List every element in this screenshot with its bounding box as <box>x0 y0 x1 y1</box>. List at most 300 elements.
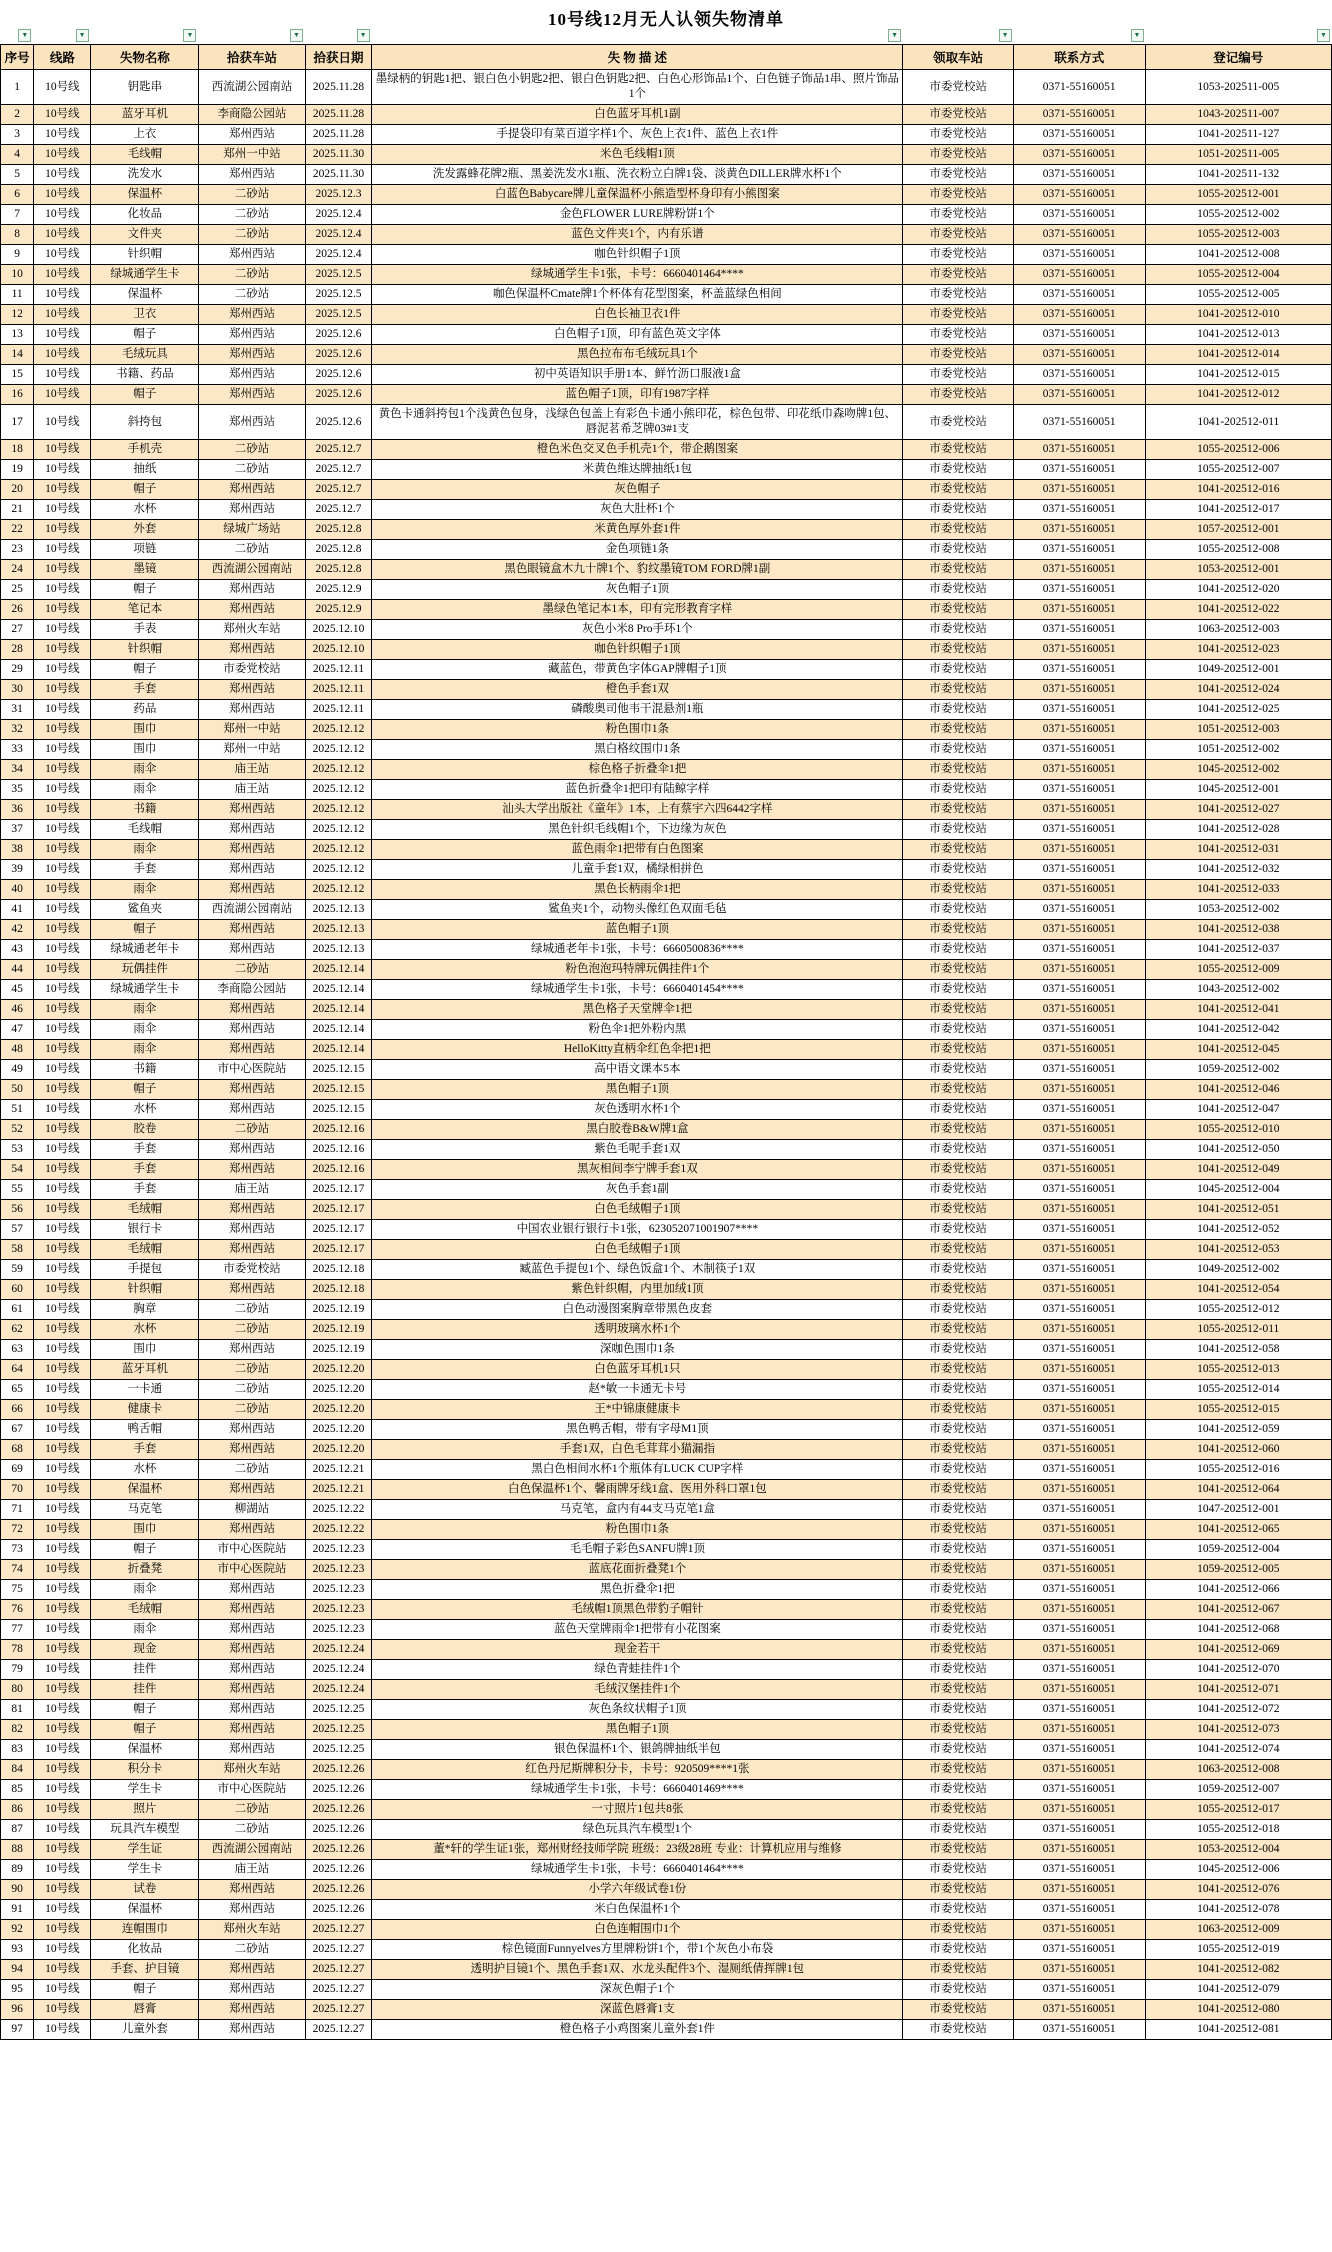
filter-dropdown-icon[interactable]: ▼ <box>357 29 370 42</box>
item-name-cell: 毛线帽 <box>91 820 199 840</box>
registration-number-cell: 1041-202512-064 <box>1145 1480 1331 1500</box>
pickup-station-cell: 市委党校站 <box>903 1420 1013 1440</box>
registration-number-cell: 1059-202512-005 <box>1145 1560 1331 1580</box>
registration-number-cell: 1045-202512-001 <box>1145 780 1331 800</box>
item-description-cell: 灰色帽子1顶 <box>372 580 903 600</box>
pickup-station-cell: 市委党校站 <box>903 305 1013 325</box>
item-description-cell: 黄色卡通斜挎包1个浅黄色包身，浅绿色包盖上有彩色卡通小熊印花，棕色包带、印花纸巾森吻牌1包、唇泥茗希芝牌03#1支 <box>372 405 903 440</box>
registration-number-cell: 1041-202512-011 <box>1145 405 1331 440</box>
table-row <box>1 1680 1332 1700</box>
row-number-cell: 32 <box>1 720 34 740</box>
registration-number-cell: 1041-202512-078 <box>1145 1900 1331 1920</box>
registration-number-cell: 1041-202512-023 <box>1145 640 1331 660</box>
contact-phone-cell: 0371-55160051 <box>1013 1200 1145 1220</box>
found-station-cell: 市中心医院站 <box>199 1780 305 1800</box>
table-row <box>1 1160 1332 1180</box>
registration-number-cell: 1041-202512-025 <box>1145 700 1331 720</box>
contact-phone-cell: 0371-55160051 <box>1013 980 1145 1000</box>
found-date-cell: 2025.12.26 <box>305 1900 372 1920</box>
contact-phone-cell: 0371-55160051 <box>1013 440 1145 460</box>
found-date-cell: 2025.12.17 <box>305 1180 372 1200</box>
table-row <box>1 1100 1332 1120</box>
contact-phone-cell: 0371-55160051 <box>1013 1600 1145 1620</box>
row-number-cell: 65 <box>1 1380 34 1400</box>
filter-dropdown-icon[interactable]: ▼ <box>76 29 89 42</box>
table-body <box>1 70 1332 2040</box>
item-name-cell: 雨伞 <box>91 880 199 900</box>
line-cell: 10号线 <box>34 1580 91 1600</box>
found-station-cell: 李商隐公园站 <box>199 105 305 125</box>
table-row <box>1 1720 1332 1740</box>
row-number-cell: 33 <box>1 740 34 760</box>
row-number-cell: 45 <box>1 980 34 1000</box>
item-description-cell: 白色连帽围巾1个 <box>372 1920 903 1940</box>
registration-number-cell: 1055-202512-008 <box>1145 540 1331 560</box>
item-name-cell: 帽子 <box>91 1720 199 1740</box>
found-station-cell: 郑州西站 <box>199 1440 305 1460</box>
row-number-cell: 6 <box>1 185 34 205</box>
table-row <box>1 1880 1332 1900</box>
line-cell: 10号线 <box>34 1300 91 1320</box>
registration-number-cell: 1055-202512-010 <box>1145 1120 1331 1140</box>
item-name-cell: 手提包 <box>91 1260 199 1280</box>
item-name-cell: 胸章 <box>91 1300 199 1320</box>
table-row <box>1 145 1332 165</box>
item-name-cell: 化妆品 <box>91 1940 199 1960</box>
found-station-cell: 郑州西站 <box>199 1600 305 1620</box>
found-station-cell: 郑州西站 <box>199 2020 305 2040</box>
item-name-cell: 毛线帽 <box>91 145 199 165</box>
item-description-cell: 蓝色帽子1顶 <box>372 920 903 940</box>
row-number-cell: 14 <box>1 345 34 365</box>
row-number-cell: 72 <box>1 1520 34 1540</box>
contact-phone-cell: 0371-55160051 <box>1013 540 1145 560</box>
row-number-cell: 54 <box>1 1160 34 1180</box>
found-date-cell: 2025.12.14 <box>305 1020 372 1040</box>
row-number-cell: 74 <box>1 1560 34 1580</box>
pickup-station-cell: 市委党校站 <box>903 1100 1013 1120</box>
line-cell: 10号线 <box>34 1700 91 1720</box>
found-date-cell: 2025.12.26 <box>305 1820 372 1840</box>
line-cell: 10号线 <box>34 720 91 740</box>
item-description-cell: 黑灰相间李宁牌手套1双 <box>372 1160 903 1180</box>
line-cell: 10号线 <box>34 480 91 500</box>
row-number-cell: 38 <box>1 840 34 860</box>
registration-number-cell: 1059-202512-004 <box>1145 1540 1331 1560</box>
item-description-cell: 黑白色相间水杯1个瓶体有LUCK CUP字样 <box>372 1460 903 1480</box>
line-cell: 10号线 <box>34 1360 91 1380</box>
table-row <box>1 1020 1332 1040</box>
registration-number-cell: 1045-202512-004 <box>1145 1180 1331 1200</box>
item-name-cell: 水杯 <box>91 1460 199 1480</box>
row-number-cell: 91 <box>1 1900 34 1920</box>
table-row <box>1 325 1332 345</box>
lost-items-table <box>0 44 1332 2040</box>
line-cell: 10号线 <box>34 2000 91 2020</box>
line-cell: 10号线 <box>34 440 91 460</box>
line-cell: 10号线 <box>34 640 91 660</box>
found-date-cell: 2025.12.23 <box>305 1580 372 1600</box>
registration-number-cell: 1041-202512-042 <box>1145 1020 1331 1040</box>
pickup-station-cell: 市委党校站 <box>903 1580 1013 1600</box>
registration-number-cell: 1041-202512-068 <box>1145 1620 1331 1640</box>
table-row <box>1 560 1332 580</box>
line-cell: 10号线 <box>34 1940 91 1960</box>
found-station-cell: 市委党校站 <box>199 1260 305 1280</box>
registration-number-cell: 1055-202512-003 <box>1145 225 1331 245</box>
row-number-cell: 66 <box>1 1400 34 1420</box>
contact-phone-cell: 0371-55160051 <box>1013 1220 1145 1240</box>
item-description-cell: 现金若干 <box>372 1640 903 1660</box>
registration-number-cell: 1041-202512-014 <box>1145 345 1331 365</box>
found-station-cell: 郑州西站 <box>199 245 305 265</box>
contact-phone-cell: 0371-55160051 <box>1013 1300 1145 1320</box>
registration-number-cell: 1041-202512-031 <box>1145 840 1331 860</box>
item-name-cell: 水杯 <box>91 500 199 520</box>
found-date-cell: 2025.12.15 <box>305 1060 372 1080</box>
registration-number-cell: 1041-202512-041 <box>1145 1000 1331 1020</box>
table-row <box>1 1840 1332 1860</box>
item-description-cell: 蓝色雨伞1把带有白色图案 <box>372 840 903 860</box>
item-name-cell: 围巾 <box>91 720 199 740</box>
filter-dropdown-icon[interactable]: ▼ <box>1317 29 1330 42</box>
registration-number-cell: 1049-202512-002 <box>1145 1260 1331 1280</box>
item-description-cell: 透明玻璃水杯1个 <box>372 1320 903 1340</box>
found-station-cell: 郑州西站 <box>199 385 305 405</box>
line-cell: 10号线 <box>34 960 91 980</box>
item-description-cell: 磷酸奥司他韦干混悬剂1瓶 <box>372 700 903 720</box>
pickup-station-cell: 市委党校站 <box>903 70 1013 105</box>
item-name-cell: 手套 <box>91 1140 199 1160</box>
contact-phone-cell: 0371-55160051 <box>1013 105 1145 125</box>
registration-number-cell: 1055-202512-011 <box>1145 1320 1331 1340</box>
pickup-station-cell: 市委党校站 <box>903 1260 1013 1280</box>
pickup-station-cell: 市委党校站 <box>903 880 1013 900</box>
found-station-cell: 郑州西站 <box>199 1240 305 1260</box>
registration-number-cell: 1041-202512-037 <box>1145 940 1331 960</box>
table-row <box>1 1940 1332 1960</box>
found-date-cell: 2025.12.12 <box>305 800 372 820</box>
item-description-cell: 黑色针织毛线帽1个，下边缘为灰色 <box>372 820 903 840</box>
row-number-cell: 49 <box>1 1060 34 1080</box>
pickup-station-cell: 市委党校站 <box>903 1740 1013 1760</box>
pickup-station-cell: 市委党校站 <box>903 860 1013 880</box>
contact-phone-cell: 0371-55160051 <box>1013 1480 1145 1500</box>
row-number-cell: 20 <box>1 480 34 500</box>
row-number-cell: 97 <box>1 2020 34 2040</box>
found-station-cell: 二砂站 <box>199 265 305 285</box>
contact-phone-cell: 0371-55160051 <box>1013 185 1145 205</box>
found-station-cell: 二砂站 <box>199 1320 305 1340</box>
filter-dropdown-icon[interactable]: ▼ <box>888 29 901 42</box>
table-row <box>1 1780 1332 1800</box>
column-header: 序号 <box>1 45 34 70</box>
item-name-cell: 洗发水 <box>91 165 199 185</box>
found-station-cell: 郑州西站 <box>199 1200 305 1220</box>
contact-phone-cell: 0371-55160051 <box>1013 1780 1145 1800</box>
found-station-cell: 二砂站 <box>199 205 305 225</box>
item-name-cell: 帽子 <box>91 920 199 940</box>
found-date-cell: 2025.12.26 <box>305 1880 372 1900</box>
item-description-cell: 藏蓝色，带黄色字体GAP牌帽子1顶 <box>372 660 903 680</box>
contact-phone-cell: 0371-55160051 <box>1013 500 1145 520</box>
table-row <box>1 760 1332 780</box>
row-number-cell: 76 <box>1 1600 34 1620</box>
row-number-cell: 47 <box>1 1020 34 1040</box>
item-description-cell: 粉色围巾1条 <box>372 720 903 740</box>
found-date-cell: 2025.12.6 <box>305 345 372 365</box>
registration-number-cell: 1041-202512-022 <box>1145 600 1331 620</box>
item-description-cell: 儿童手套1双，橘绿相拼色 <box>372 860 903 880</box>
item-description-cell: 咖色针织帽子1顶 <box>372 640 903 660</box>
row-number-cell: 55 <box>1 1180 34 1200</box>
found-date-cell: 2025.12.26 <box>305 1780 372 1800</box>
found-date-cell: 2025.12.24 <box>305 1680 372 1700</box>
pickup-station-cell: 市委党校站 <box>903 1600 1013 1620</box>
line-cell: 10号线 <box>34 185 91 205</box>
row-number-cell: 3 <box>1 125 34 145</box>
row-number-cell: 30 <box>1 680 34 700</box>
registration-number-cell: 1041-202512-027 <box>1145 800 1331 820</box>
line-cell: 10号线 <box>34 1040 91 1060</box>
contact-phone-cell: 0371-55160051 <box>1013 1240 1145 1260</box>
contact-phone-cell: 0371-55160051 <box>1013 1980 1145 2000</box>
registration-number-cell: 1057-202512-001 <box>1145 520 1331 540</box>
row-number-cell: 23 <box>1 540 34 560</box>
pickup-station-cell: 市委党校站 <box>903 125 1013 145</box>
table-row <box>1 265 1332 285</box>
item-description-cell: 黑色折叠伞1把 <box>372 1580 903 1600</box>
registration-number-cell: 1063-202512-009 <box>1145 1920 1331 1940</box>
line-cell: 10号线 <box>34 1620 91 1640</box>
pickup-station-cell: 市委党校站 <box>903 900 1013 920</box>
found-date-cell: 2025.12.10 <box>305 640 372 660</box>
table-row <box>1 580 1332 600</box>
pickup-station-cell: 市委党校站 <box>903 920 1013 940</box>
line-cell: 10号线 <box>34 1200 91 1220</box>
found-station-cell: 柳湖站 <box>199 1500 305 1520</box>
found-station-cell: 二砂站 <box>199 1400 305 1420</box>
item-description-cell: 中国农业银行银行卡1张，623052071001907**** <box>372 1220 903 1240</box>
found-date-cell: 2025.12.13 <box>305 900 372 920</box>
item-description-cell: 蓝色天堂牌雨伞1把带有小花图案 <box>372 1620 903 1640</box>
item-name-cell: 帽子 <box>91 1080 199 1100</box>
pickup-station-cell: 市委党校站 <box>903 1560 1013 1580</box>
item-name-cell: 雨伞 <box>91 1000 199 1020</box>
row-number-cell: 51 <box>1 1100 34 1120</box>
filter-dropdown-icon[interactable]: ▼ <box>183 29 196 42</box>
found-station-cell: 二砂站 <box>199 185 305 205</box>
item-description-cell: 黑色格子天堂牌伞1把 <box>372 1000 903 1020</box>
registration-number-cell: 1041-202512-074 <box>1145 1740 1331 1760</box>
registration-number-cell: 1043-202512-002 <box>1145 980 1331 1000</box>
registration-number-cell: 1041-202512-013 <box>1145 325 1331 345</box>
filter-dropdown-icon[interactable]: ▼ <box>18 29 31 42</box>
pickup-station-cell: 市委党校站 <box>903 1300 1013 1320</box>
registration-number-cell: 1041-202511-132 <box>1145 165 1331 185</box>
item-description-cell: 小学六年级试卷1份 <box>372 1880 903 1900</box>
item-name-cell: 学生证 <box>91 1840 199 1860</box>
line-cell: 10号线 <box>34 1180 91 1200</box>
contact-phone-cell: 0371-55160051 <box>1013 345 1145 365</box>
found-date-cell: 2025.12.6 <box>305 405 372 440</box>
filter-dropdown-icon[interactable]: ▼ <box>999 29 1012 42</box>
line-cell: 10号线 <box>34 105 91 125</box>
item-description-cell: 白色蓝牙耳机1只 <box>372 1360 903 1380</box>
line-cell: 10号线 <box>34 920 91 940</box>
line-cell: 10号线 <box>34 1160 91 1180</box>
pickup-station-cell: 市委党校站 <box>903 1500 1013 1520</box>
item-name-cell: 挂件 <box>91 1680 199 1700</box>
item-name-cell: 围巾 <box>91 1520 199 1540</box>
table-row <box>1 840 1332 860</box>
contact-phone-cell: 0371-55160051 <box>1013 405 1145 440</box>
found-date-cell: 2025.11.28 <box>305 125 372 145</box>
registration-number-cell: 1041-202512-050 <box>1145 1140 1331 1160</box>
item-description-cell: 绿色玩具汽车模型1个 <box>372 1820 903 1840</box>
line-cell: 10号线 <box>34 940 91 960</box>
found-date-cell: 2025.12.5 <box>305 305 372 325</box>
table-row <box>1 2000 1332 2020</box>
item-name-cell: 玩偶挂件 <box>91 960 199 980</box>
found-date-cell: 2025.12.25 <box>305 1740 372 1760</box>
row-number-cell: 36 <box>1 800 34 820</box>
found-station-cell: 郑州西站 <box>199 640 305 660</box>
table-row <box>1 405 1332 440</box>
found-date-cell: 2025.12.23 <box>305 1560 372 1580</box>
pickup-station-cell: 市委党校站 <box>903 1220 1013 1240</box>
registration-number-cell: 1041-202512-060 <box>1145 1440 1331 1460</box>
item-name-cell: 帽子 <box>91 325 199 345</box>
column-header: 联系方式 <box>1013 45 1145 70</box>
pickup-station-cell: 市委党校站 <box>903 680 1013 700</box>
found-station-cell: 郑州西站 <box>199 580 305 600</box>
contact-phone-cell: 0371-55160051 <box>1013 245 1145 265</box>
row-number-cell: 2 <box>1 105 34 125</box>
found-station-cell: 郑州西站 <box>199 325 305 345</box>
row-number-cell: 5 <box>1 165 34 185</box>
line-cell: 10号线 <box>34 780 91 800</box>
row-number-cell: 39 <box>1 860 34 880</box>
item-description-cell: 墨绿柄的钥匙1把、银白色小钥匙2把、银白色钥匙2把、白色心形饰品1个、白色链子饰品1串、照片饰品1个 <box>372 70 903 105</box>
found-station-cell: 市委党校站 <box>199 660 305 680</box>
row-number-cell: 17 <box>1 405 34 440</box>
found-date-cell: 2025.12.6 <box>305 365 372 385</box>
item-description-cell: 金色FLOWER LURE牌粉饼1个 <box>372 205 903 225</box>
row-number-cell: 4 <box>1 145 34 165</box>
pickup-station-cell: 市委党校站 <box>903 185 1013 205</box>
found-station-cell: 庙王站 <box>199 1180 305 1200</box>
table-row <box>1 680 1332 700</box>
found-station-cell: 二砂站 <box>199 1360 305 1380</box>
table-row <box>1 1300 1332 1320</box>
line-cell: 10号线 <box>34 1440 91 1460</box>
table-row <box>1 1060 1332 1080</box>
pickup-station-cell: 市委党校站 <box>903 660 1013 680</box>
registration-number-cell: 1041-202512-080 <box>1145 2000 1331 2020</box>
table-row <box>1 940 1332 960</box>
registration-number-cell: 1041-202512-067 <box>1145 1600 1331 1620</box>
found-station-cell: 郑州一中站 <box>199 740 305 760</box>
pickup-station-cell: 市委党校站 <box>903 480 1013 500</box>
item-description-cell: 黑色拉布布毛绒玩具1个 <box>372 345 903 365</box>
table-row <box>1 1000 1332 1020</box>
found-station-cell: 郑州西站 <box>199 500 305 520</box>
table-row <box>1 1080 1332 1100</box>
row-number-cell: 21 <box>1 500 34 520</box>
table-row <box>1 1200 1332 1220</box>
registration-number-cell: 1055-202512-016 <box>1145 1460 1331 1480</box>
item-name-cell: 书籍、药品 <box>91 365 199 385</box>
pickup-station-cell: 市委党校站 <box>903 1900 1013 1920</box>
item-description-cell: 绿城通学生卡1张，卡号：6660401469**** <box>372 1780 903 1800</box>
registration-number-cell: 1041-202512-059 <box>1145 1420 1331 1440</box>
found-station-cell: 郑州西站 <box>199 1660 305 1680</box>
item-name-cell: 绿城通学生卡 <box>91 980 199 1000</box>
contact-phone-cell: 0371-55160051 <box>1013 1280 1145 1300</box>
column-header: 拾获车站 <box>199 45 305 70</box>
pickup-station-cell: 市委党校站 <box>903 2020 1013 2040</box>
table-row <box>1 1480 1332 1500</box>
item-name-cell: 雨伞 <box>91 760 199 780</box>
found-date-cell: 2025.12.20 <box>305 1420 372 1440</box>
contact-phone-cell: 0371-55160051 <box>1013 1620 1145 1640</box>
item-name-cell: 雨伞 <box>91 1020 199 1040</box>
row-number-cell: 9 <box>1 245 34 265</box>
contact-phone-cell: 0371-55160051 <box>1013 1100 1145 1120</box>
found-station-cell: 二砂站 <box>199 540 305 560</box>
registration-number-cell: 1055-202512-001 <box>1145 185 1331 205</box>
row-number-cell: 93 <box>1 1940 34 1960</box>
found-station-cell: 二砂站 <box>199 1120 305 1140</box>
item-name-cell: 手套 <box>91 860 199 880</box>
contact-phone-cell: 0371-55160051 <box>1013 385 1145 405</box>
contact-phone-cell: 0371-55160051 <box>1013 800 1145 820</box>
item-description-cell: 鲨鱼夹1个，动物头像红色双面毛毡 <box>372 900 903 920</box>
pickup-station-cell: 市委党校站 <box>903 1440 1013 1460</box>
item-name-cell: 积分卡 <box>91 1760 199 1780</box>
table-row <box>1 980 1332 1000</box>
found-station-cell: 郑州西站 <box>199 1220 305 1240</box>
contact-phone-cell: 0371-55160051 <box>1013 205 1145 225</box>
item-name-cell: 现金 <box>91 1640 199 1660</box>
item-description-cell: HelloKitty直柄伞红色伞把1把 <box>372 1040 903 1060</box>
item-description-cell: 蓝底花面折叠凳1个 <box>372 1560 903 1580</box>
found-station-cell: 郑州西站 <box>199 940 305 960</box>
contact-phone-cell: 0371-55160051 <box>1013 165 1145 185</box>
item-name-cell: 毛绒帽 <box>91 1240 199 1260</box>
found-date-cell: 2025.12.17 <box>305 1220 372 1240</box>
table-row <box>1 1220 1332 1240</box>
item-name-cell: 唇膏 <box>91 2000 199 2020</box>
item-name-cell: 儿童外套 <box>91 2020 199 2040</box>
contact-phone-cell: 0371-55160051 <box>1013 1720 1145 1740</box>
filter-dropdown-icon[interactable]: ▼ <box>290 29 303 42</box>
found-date-cell: 2025.12.14 <box>305 1000 372 1020</box>
item-name-cell: 帽子 <box>91 580 199 600</box>
table-row <box>1 1960 1332 1980</box>
table-row <box>1 1320 1332 1340</box>
row-number-cell: 48 <box>1 1040 34 1060</box>
line-cell: 10号线 <box>34 880 91 900</box>
filter-dropdown-icon[interactable]: ▼ <box>1131 29 1144 42</box>
row-number-cell: 83 <box>1 1740 34 1760</box>
pickup-station-cell: 市委党校站 <box>903 580 1013 600</box>
found-date-cell: 2025.12.22 <box>305 1500 372 1520</box>
registration-number-cell: 1041-202512-045 <box>1145 1040 1331 1060</box>
contact-phone-cell: 0371-55160051 <box>1013 460 1145 480</box>
item-name-cell: 帽子 <box>91 480 199 500</box>
